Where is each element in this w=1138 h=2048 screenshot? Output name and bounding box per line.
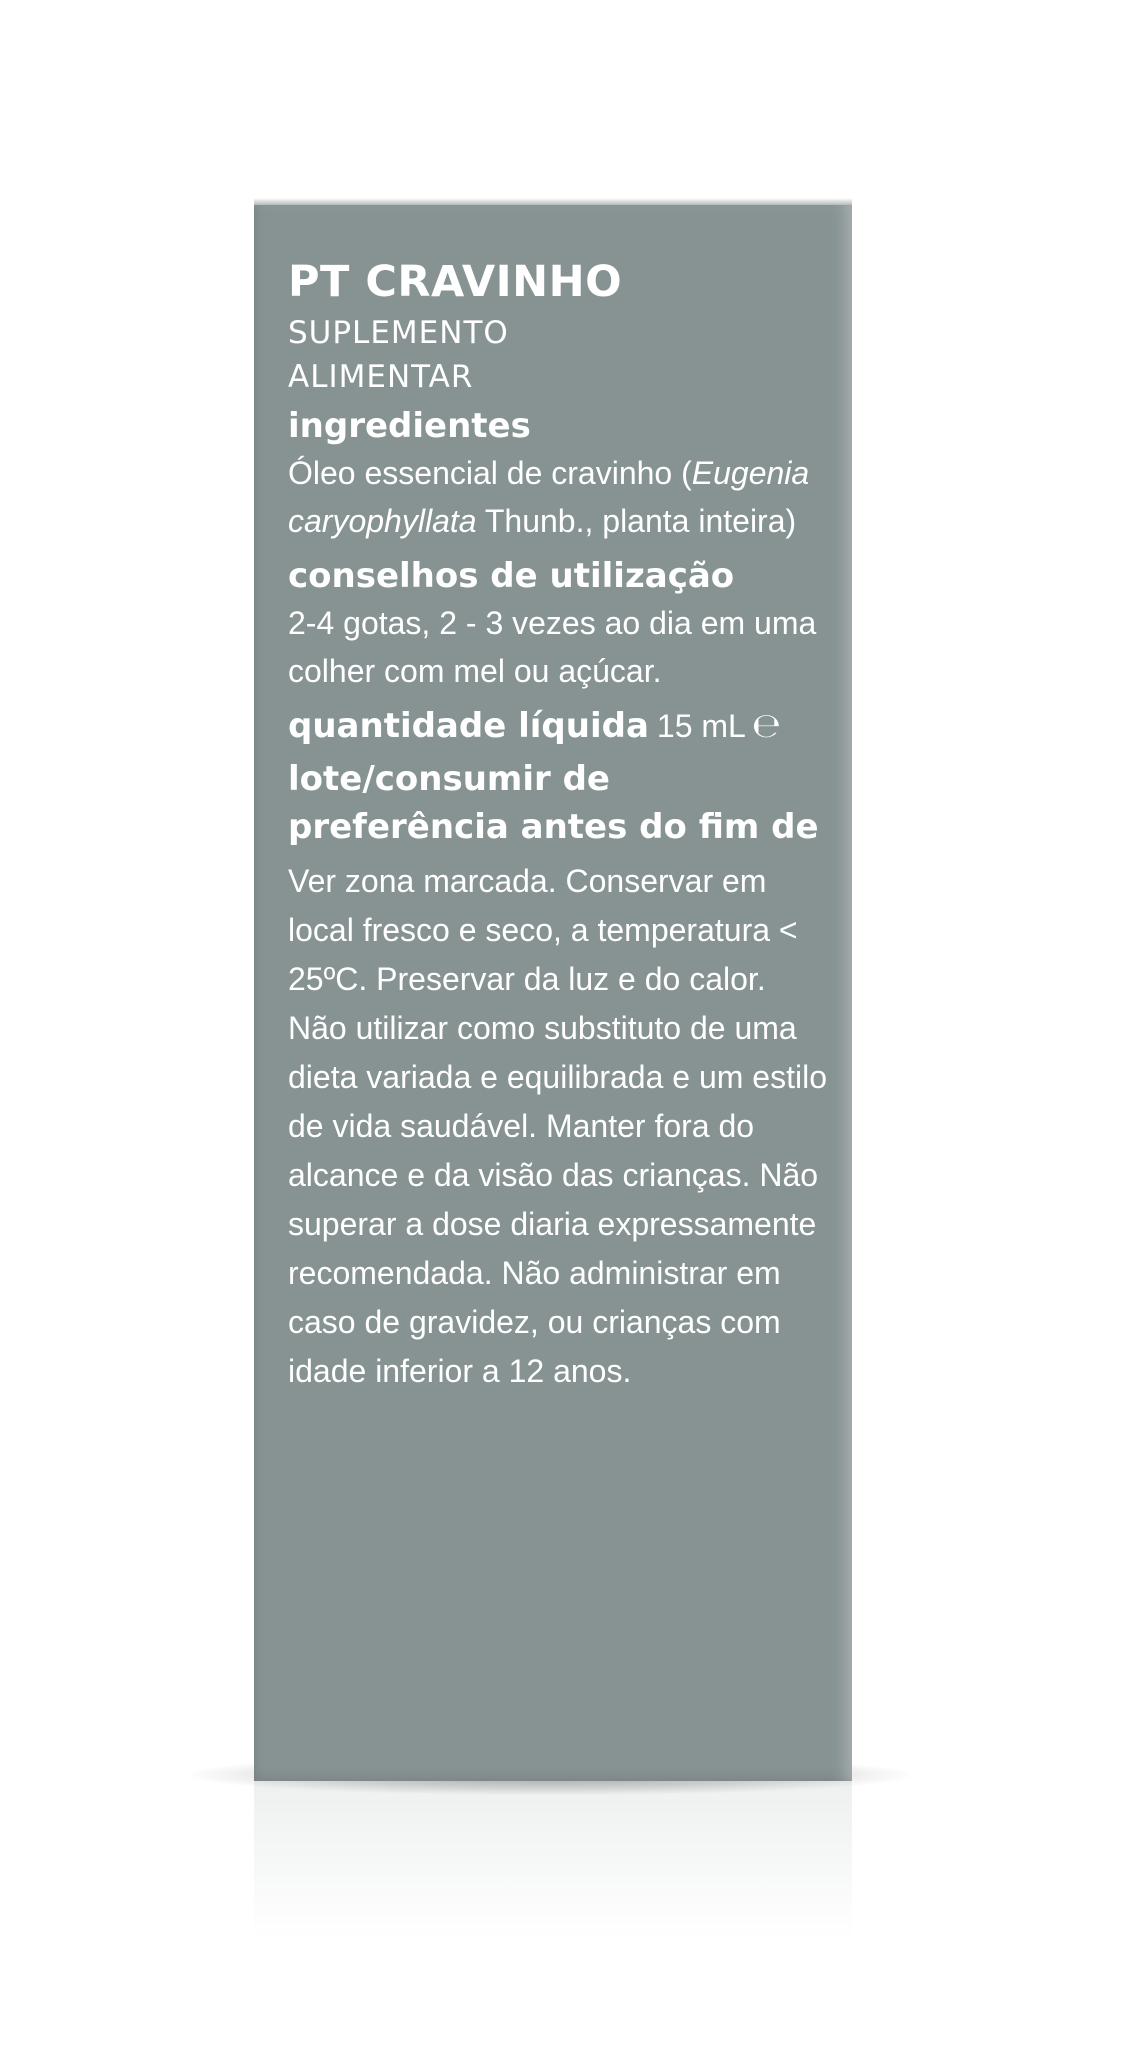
product-title: PT CRAVINHO [288, 257, 623, 307]
label-content [288, 255, 828, 1396]
ingredients-latin-name: Eugenia caryophyllata [288, 455, 810, 539]
ingredients-heading: ingredientes [288, 406, 531, 446]
subtitle-line-1: SUPLEMENTO [288, 315, 509, 351]
usage-heading: conselhos de utilização [288, 556, 735, 596]
storage-warnings-text: Ver zona marcada. Conservar em local fresco e seco, a temperatura < 25ºC. Preservar da luz e do calor. Não utilizar como substituto de uma dieta variada e equilibrada e um estilo de vida saudável. Manter fora do alcance e da visão das crianças. Não superar a dose diaria expressamente recomendada. Não administrar em caso de gravidez, ou crianças com idade inferior a 12 anos. [288, 863, 827, 1389]
product-subtitle [288, 311, 828, 399]
ingredients-text-before: Óleo essencial de cravinho ( [288, 455, 692, 491]
ingredients-text [288, 449, 828, 545]
subtitle-line-2: ALIMENTAR [288, 359, 474, 395]
net-quantity-value: 15 mL [656, 708, 746, 744]
box-reflection [254, 1781, 852, 1941]
net-quantity-label: quantidade líquida [288, 706, 649, 746]
estimated-sign-icon: ℮ [751, 706, 781, 746]
ingredients-text-after: Thunb., planta inteira) [476, 503, 797, 539]
usage-text: 2-4 gotas, 2 - 3 vezes ao dia em uma colher com mel ou açúcar. [288, 605, 817, 689]
batch-heading: lote/consumir de preferência antes do fim de [288, 759, 819, 847]
net-quantity-line [288, 701, 828, 751]
